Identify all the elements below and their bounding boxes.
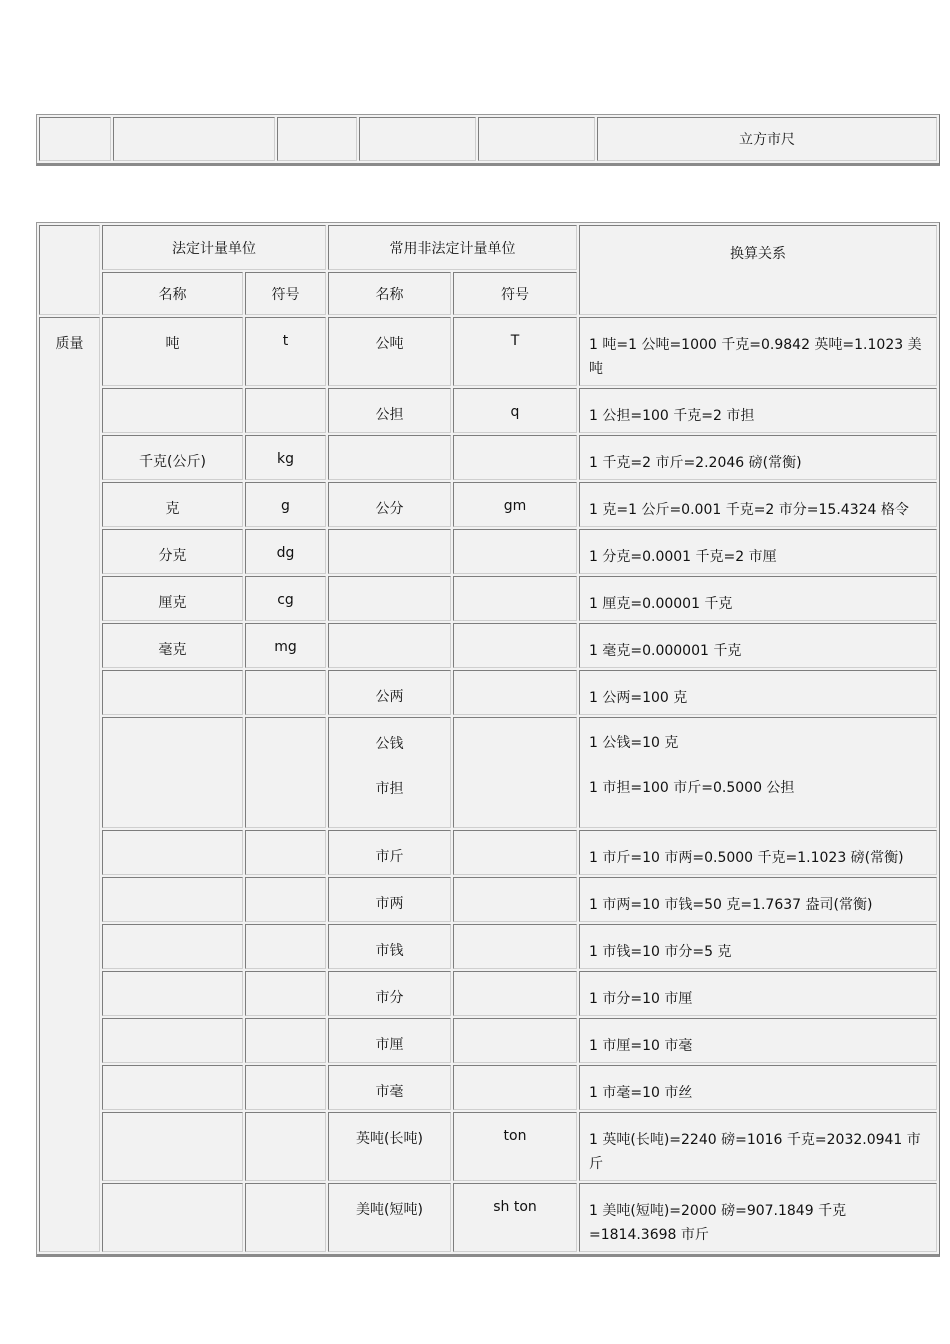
conversion: 1 公两=100 克 bbox=[579, 670, 937, 715]
common-name: 公钱 bbox=[375, 736, 404, 752]
common-name: 市毫 bbox=[328, 1065, 451, 1110]
legal-symbol: cg bbox=[245, 576, 326, 621]
header-conversion: 换算关系 bbox=[579, 225, 937, 315]
conversion: 1 市分=10 市厘 bbox=[579, 971, 937, 1016]
legal-symbol: t bbox=[245, 317, 326, 386]
common-name: 市担 bbox=[375, 781, 404, 797]
legal-name bbox=[102, 1018, 243, 1063]
legal-name bbox=[102, 877, 243, 922]
corner-cell bbox=[39, 225, 100, 315]
legal-symbol: mg bbox=[245, 623, 326, 668]
header-symbol: 符号 bbox=[453, 272, 577, 315]
common-symbol bbox=[453, 971, 577, 1016]
common-name: 市分 bbox=[328, 971, 451, 1016]
conversion: 1 分克=0.0001 千克=2 市厘 bbox=[579, 529, 937, 574]
common-name: 公吨 bbox=[328, 317, 451, 386]
common-symbol: q bbox=[453, 388, 577, 433]
conversion: 1 厘克=0.00001 千克 bbox=[579, 576, 937, 621]
common-name: 市斤 bbox=[328, 830, 451, 875]
common-symbol bbox=[453, 830, 577, 875]
legal-symbol: g bbox=[245, 482, 326, 527]
conversion: 1 公担=100 千克=2 市担 bbox=[579, 388, 937, 433]
header-legal-units: 法定计量单位 bbox=[102, 225, 326, 270]
conversion: 1 市两=10 市钱=50 克=1.7637 盎司(常衡) bbox=[579, 877, 937, 922]
common-symbol bbox=[453, 576, 577, 621]
top-cell bbox=[359, 117, 476, 161]
common-name-pair bbox=[328, 717, 451, 828]
top-cell bbox=[113, 117, 275, 161]
conversion: 1 毫克=0.000001 千克 bbox=[579, 623, 937, 668]
legal-name: 分克 bbox=[102, 529, 243, 574]
common-symbol bbox=[453, 717, 577, 828]
legal-symbol bbox=[245, 1112, 326, 1181]
legal-name bbox=[102, 971, 243, 1016]
top-cell bbox=[277, 117, 357, 161]
conversion: 1 市厘=10 市毫 bbox=[579, 1018, 937, 1063]
legal-name bbox=[102, 924, 243, 969]
legal-symbol bbox=[245, 388, 326, 433]
common-symbol bbox=[453, 877, 577, 922]
top-cell bbox=[478, 117, 595, 161]
header-name: 名称 bbox=[328, 272, 451, 315]
legal-symbol: dg bbox=[245, 529, 326, 574]
common-symbol: sh ton bbox=[453, 1183, 577, 1252]
legal-symbol bbox=[245, 1018, 326, 1063]
legal-name: 吨 bbox=[102, 317, 243, 386]
legal-name bbox=[102, 1183, 243, 1252]
top-cell bbox=[39, 117, 111, 161]
common-name bbox=[328, 623, 451, 668]
legal-name: 毫克 bbox=[102, 623, 243, 668]
common-name: 公分 bbox=[328, 482, 451, 527]
common-name: 公担 bbox=[328, 388, 451, 433]
common-symbol bbox=[453, 670, 577, 715]
conversion: 1 市斤=10 市两=0.5000 千克=1.1023 磅(常衡) bbox=[579, 830, 937, 875]
legal-symbol bbox=[245, 877, 326, 922]
conversion-table bbox=[36, 222, 940, 1257]
conversion: 1 千克=2 市斤=2.2046 磅(常衡) bbox=[579, 435, 937, 480]
legal-name: 千克(公斤) bbox=[102, 435, 243, 480]
common-symbol: T bbox=[453, 317, 577, 386]
common-symbol: ton bbox=[453, 1112, 577, 1181]
common-symbol bbox=[453, 1018, 577, 1063]
common-symbol bbox=[453, 623, 577, 668]
legal-symbol bbox=[245, 971, 326, 1016]
common-name bbox=[328, 529, 451, 574]
conversion: 1 市担=100 市斤=0.5000 公担 bbox=[589, 780, 795, 796]
conversion: 1 吨=1 公吨=1000 千克=0.9842 英吨=1.1023 美吨 bbox=[579, 317, 937, 386]
top-table bbox=[36, 114, 940, 166]
legal-name: 厘克 bbox=[102, 576, 243, 621]
common-symbol bbox=[453, 529, 577, 574]
legal-symbol bbox=[245, 924, 326, 969]
legal-name bbox=[102, 388, 243, 433]
header-name: 名称 bbox=[102, 272, 243, 315]
legal-name bbox=[102, 830, 243, 875]
category-label: 质量 bbox=[39, 317, 100, 1252]
legal-name bbox=[102, 1065, 243, 1110]
common-name: 公两 bbox=[328, 670, 451, 715]
legal-symbol bbox=[245, 717, 326, 828]
common-symbol bbox=[453, 435, 577, 480]
conversion-pair bbox=[579, 717, 937, 828]
common-name: 英吨(长吨) bbox=[328, 1112, 451, 1181]
common-name bbox=[328, 576, 451, 621]
conversion: 1 公钱=10 克 bbox=[589, 735, 679, 751]
top-cell-label: 立方市尺 bbox=[597, 117, 937, 161]
common-symbol bbox=[453, 924, 577, 969]
legal-name: 克 bbox=[102, 482, 243, 527]
common-name: 市厘 bbox=[328, 1018, 451, 1063]
header-common-units: 常用非法定计量单位 bbox=[328, 225, 577, 270]
conversion: 1 克=1 公斤=0.001 千克=2 市分=15.4324 格令 bbox=[579, 482, 937, 527]
legal-name bbox=[102, 717, 243, 828]
header-symbol: 符号 bbox=[245, 272, 326, 315]
common-name bbox=[328, 435, 451, 480]
legal-symbol bbox=[245, 670, 326, 715]
legal-symbol bbox=[245, 1065, 326, 1110]
common-name: 市两 bbox=[328, 877, 451, 922]
conversion: 1 市毫=10 市丝 bbox=[579, 1065, 937, 1110]
conversion: 1 市钱=10 市分=5 克 bbox=[579, 924, 937, 969]
legal-name bbox=[102, 670, 243, 715]
conversion: 1 英吨(长吨)=2240 磅=1016 千克=2032.0941 市斤 bbox=[579, 1112, 937, 1181]
legal-symbol bbox=[245, 1183, 326, 1252]
legal-name bbox=[102, 1112, 243, 1181]
legal-symbol: kg bbox=[245, 435, 326, 480]
common-symbol: gm bbox=[453, 482, 577, 527]
common-name: 美吨(短吨) bbox=[328, 1183, 451, 1252]
common-symbol bbox=[453, 1065, 577, 1110]
conversion: 1 美吨(短吨)=2000 磅=907.1849 千克=1814.3698 市斤 bbox=[579, 1183, 937, 1252]
common-name: 市钱 bbox=[328, 924, 451, 969]
legal-symbol bbox=[245, 830, 326, 875]
